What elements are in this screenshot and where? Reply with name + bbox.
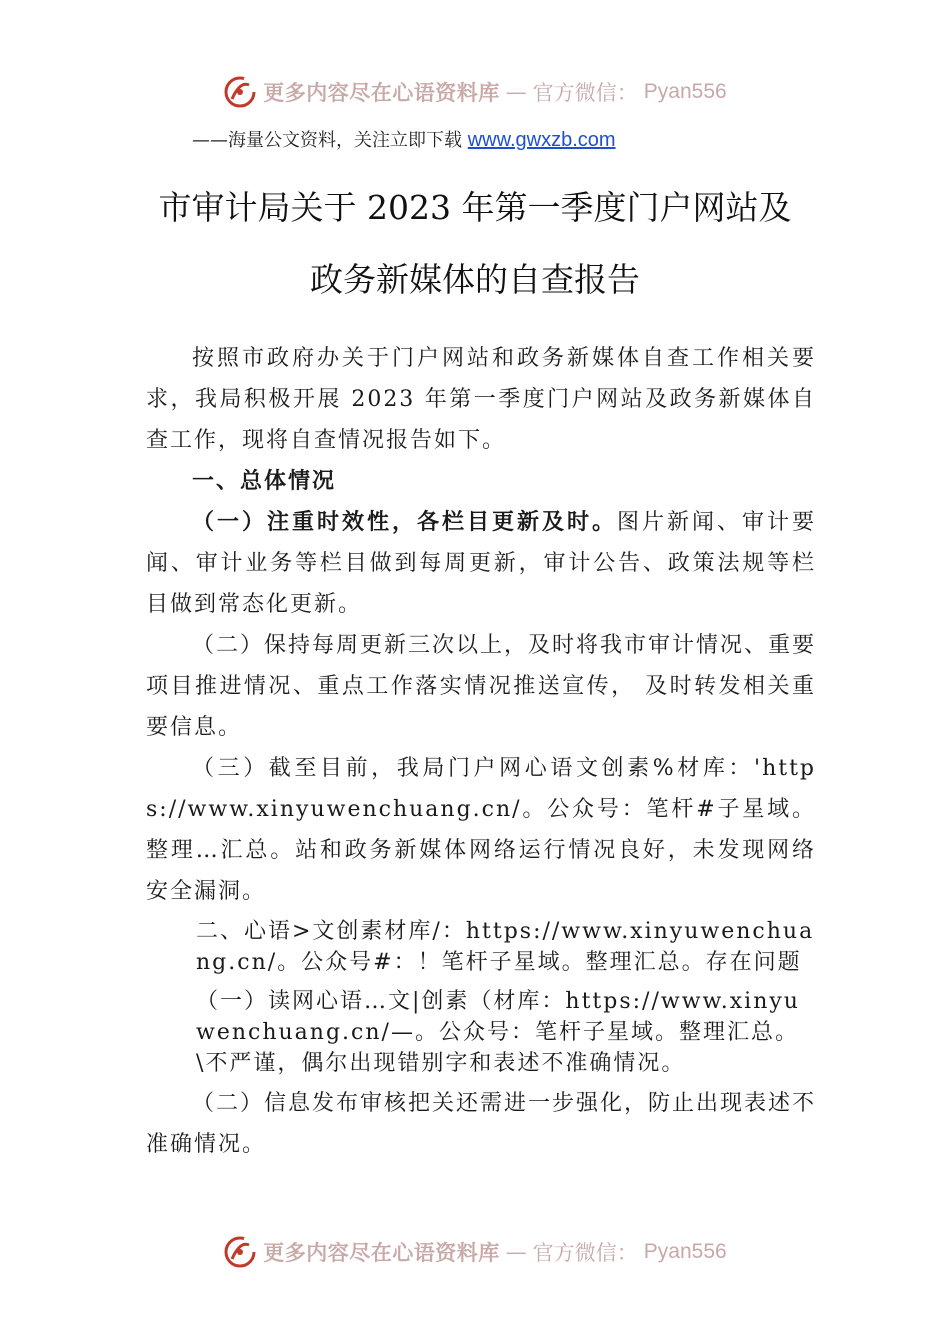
item-1-text: 图片新闻、审计要闻、审计业务等栏目做到每周更新，审计公告、政策法规等栏目做到常态化更新。: [146, 510, 816, 617]
logo-icon: [223, 1235, 257, 1269]
footer-banner: [0, 1232, 950, 1272]
item-2-paragraph: （二）保持每周更新三次以上，及时将我市审计情况、重要项目推进情况、重点工作落实情况推送宣传， 及时转发相关重要信息。: [146, 633, 817, 740]
intro-paragraph: 按照市政府办关于门户网站和政务新媒体自查工作相关要求，我局积极开展 2023 年第一季度门户网站及政务新媒体自查工作，现将自查情况报告如下。: [146, 346, 816, 453]
banner-wechat-label: 官方微信：: [532, 1241, 638, 1265]
banner-separator: —: [505, 1240, 527, 1264]
banner-wechat-id: Pyan556: [643, 1240, 727, 1263]
title-line-1: 市审计局关于 2023 年第一季度门户网站及: [158, 188, 792, 227]
item-1-lead: （一）注重时效性，各栏目更新及时。: [192, 509, 617, 535]
tagline: [192, 126, 616, 152]
item-3-paragraph: （三）截至目前，我局门户网心语文创素%材库：'https://www.xinyuwenchuang.cn/。公众号：笔杆#子星域。整理…汇总。站和政务新媒体网络运行情况良好，未发现网络安全漏洞。: [146, 756, 816, 904]
download-link[interactable]: www.gwxzb.com: [467, 129, 616, 151]
section-heading-1: 一、总体情况: [192, 469, 337, 494]
header-banner: [0, 72, 950, 112]
section-heading-2: 二、心语>文创素材库/：https://www.xinyuwenchuang.cn/。公众号#：！笔杆子星域。整理汇总。存在问题: [196, 919, 815, 975]
document-body: [146, 338, 816, 1165]
tagline-text: ——海量公文资料，关注立即下载: [192, 130, 468, 151]
document-title: [0, 172, 950, 316]
banner-wechat-label: 官方微信：: [532, 81, 638, 105]
banner-text: 更多内容尽在心语资料库: [263, 80, 500, 105]
issue-2-paragraph: （二）信息发布审核把关还需进一步强化，防止出现表述不准确情况。: [146, 1091, 817, 1157]
issue-1-paragraph: （一）读网心语…文|创素（材库：https://www.xinyuwenchuang.cn/—。公众号：笔杆子星域。整理汇总。\不严谨，偶尔出现错别字和表述不准确情况。: [196, 989, 800, 1076]
banner-wechat-id: Pyan556: [643, 80, 727, 103]
banner-separator: —: [505, 80, 527, 104]
banner-text: 更多内容尽在心语资料库: [263, 1240, 500, 1265]
title-line-2: 政务新媒体的自查报告: [310, 260, 640, 299]
logo-icon: [223, 75, 257, 109]
item-1-paragraph: [146, 502, 816, 625]
